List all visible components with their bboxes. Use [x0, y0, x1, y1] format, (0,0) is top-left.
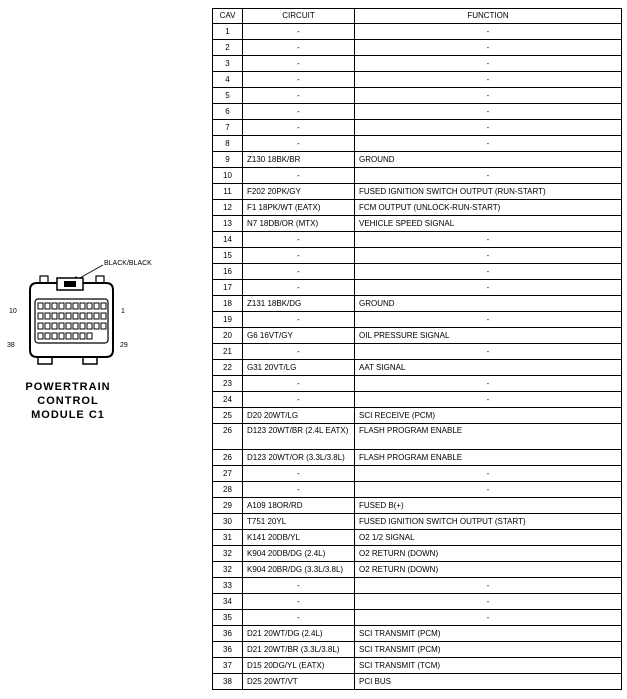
cell-circuit: G6 16VT/GY — [243, 328, 355, 344]
cell-circuit: D25 20WT/VT — [243, 674, 355, 690]
table-body — [213, 24, 622, 690]
cell-cav: 11 — [213, 184, 243, 200]
module-title-line: MODULE C1 — [31, 409, 105, 421]
table-row — [213, 184, 622, 200]
table-row — [213, 40, 622, 56]
cell-circuit: K904 20BR/DG (3.3L/3.8L) — [243, 562, 355, 578]
cell-cav: 4 — [213, 72, 243, 88]
cell-function: - — [355, 610, 622, 626]
cell-circuit: - — [243, 312, 355, 328]
cell-circuit: F202 20PK/GY — [243, 184, 355, 200]
cell-cav: 6 — [213, 104, 243, 120]
pinout-table — [212, 8, 622, 690]
cell-cav: 36 — [213, 626, 243, 642]
header-cav: CAV — [213, 9, 243, 24]
cell-circuit: - — [243, 376, 355, 392]
cell-cav: 33 — [213, 578, 243, 594]
cell-cav: 12 — [213, 200, 243, 216]
cell-circuit: - — [243, 120, 355, 136]
pin-label-bottom-left: 38 — [7, 342, 15, 349]
table-row — [213, 578, 622, 594]
cell-function: VEHICLE SPEED SIGNAL — [355, 216, 622, 232]
header-circuit: CIRCUIT — [243, 9, 355, 24]
table-row — [213, 72, 622, 88]
cell-cav: 5 — [213, 88, 243, 104]
cell-function: - — [355, 376, 622, 392]
cell-function: - — [355, 104, 622, 120]
cell-cav: 1 — [213, 24, 243, 40]
table-row — [213, 674, 622, 690]
table-row — [213, 658, 622, 674]
cell-function: O2 RETURN (DOWN) — [355, 546, 622, 562]
cell-circuit: - — [243, 344, 355, 360]
cell-circuit: G31 20VT/LG — [243, 360, 355, 376]
cell-function: - — [355, 344, 622, 360]
table-row — [213, 514, 622, 530]
cell-cav: 9 — [213, 152, 243, 168]
cell-cav: 20 — [213, 328, 243, 344]
cell-cav: 2 — [213, 40, 243, 56]
cell-circuit: K904 20DB/DG (2.4L) — [243, 546, 355, 562]
table-row — [213, 482, 622, 498]
module-title — [18, 380, 118, 422]
cell-function: SCI RECEIVE (PCM) — [355, 408, 622, 424]
table-row — [213, 232, 622, 248]
cell-function: FUSED IGNITION SWITCH OUTPUT (RUN-START) — [355, 184, 622, 200]
cell-circuit: K141 20DB/YL — [243, 530, 355, 546]
cell-function: - — [355, 280, 622, 296]
table-row — [213, 152, 622, 168]
table-row — [213, 296, 622, 312]
cell-circuit: - — [243, 610, 355, 626]
cell-function: - — [355, 248, 622, 264]
table-row — [213, 248, 622, 264]
connector-diagram — [0, 0, 200, 440]
table-row — [213, 200, 622, 216]
cell-cav: 8 — [213, 136, 243, 152]
table-row — [213, 642, 622, 658]
cell-cav: 16 — [213, 264, 243, 280]
cell-function: - — [355, 312, 622, 328]
table-row — [213, 360, 622, 376]
connector-foot — [83, 357, 97, 364]
cell-circuit: - — [243, 248, 355, 264]
cell-cav: 18 — [213, 296, 243, 312]
table-row — [213, 104, 622, 120]
cell-function: - — [355, 578, 622, 594]
cell-cav: 28 — [213, 482, 243, 498]
cell-function: O2 RETURN (DOWN) — [355, 562, 622, 578]
pin-label-top-left: 10 — [9, 308, 17, 315]
cell-circuit: - — [243, 104, 355, 120]
cell-function: - — [355, 466, 622, 482]
connector-foot — [38, 357, 52, 364]
table-row — [213, 450, 622, 466]
cell-function: - — [355, 392, 622, 408]
pin-label-bottom-right: 29 — [120, 342, 128, 349]
cell-cav: 34 — [213, 594, 243, 610]
cell-cav: 14 — [213, 232, 243, 248]
cell-circuit: - — [243, 466, 355, 482]
table-row — [213, 530, 622, 546]
table-row — [213, 408, 622, 424]
cell-circuit: - — [243, 232, 355, 248]
cell-function: O2 1/2 SIGNAL — [355, 530, 622, 546]
cell-cav: 7 — [213, 120, 243, 136]
cell-cav: 38 — [213, 674, 243, 690]
wire-label-pointer — [78, 265, 103, 279]
table-row — [213, 24, 622, 40]
table-row — [213, 424, 622, 450]
cell-function: FLASH PROGRAM ENABLE — [355, 424, 622, 450]
cell-function: - — [355, 594, 622, 610]
cell-function: - — [355, 88, 622, 104]
cell-circuit: - — [243, 56, 355, 72]
cell-cav: 32 — [213, 562, 243, 578]
cell-cav: 37 — [213, 658, 243, 674]
cell-circuit: - — [243, 168, 355, 184]
cell-function: GROUND — [355, 296, 622, 312]
table-header-row — [213, 9, 622, 24]
table-row — [213, 88, 622, 104]
header-function: FUNCTION — [355, 9, 622, 24]
cell-function: - — [355, 482, 622, 498]
cell-cav: 21 — [213, 344, 243, 360]
table-row — [213, 264, 622, 280]
cell-circuit: D20 20WT/LG — [243, 408, 355, 424]
cell-circuit: - — [243, 578, 355, 594]
cell-cav: 27 — [213, 466, 243, 482]
table-row — [213, 562, 622, 578]
cell-function: PCI BUS — [355, 674, 622, 690]
table-row — [213, 546, 622, 562]
table-row — [213, 498, 622, 514]
cell-function: - — [355, 40, 622, 56]
table-row — [213, 168, 622, 184]
cell-circuit: - — [243, 264, 355, 280]
cell-circuit: A109 18OR/RD — [243, 498, 355, 514]
table-row — [213, 466, 622, 482]
cell-circuit: D21 20WT/DG (2.4L) — [243, 626, 355, 642]
table-row — [213, 344, 622, 360]
cell-circuit: N7 18DB/OR (MTX) — [243, 216, 355, 232]
cell-function: AAT SIGNAL — [355, 360, 622, 376]
cell-cav: 22 — [213, 360, 243, 376]
table-row — [213, 610, 622, 626]
table-row — [213, 120, 622, 136]
cell-circuit: - — [243, 40, 355, 56]
cell-circuit: - — [243, 24, 355, 40]
cell-cav: 32 — [213, 546, 243, 562]
cell-circuit: D123 20WT/BR (2.4L EATX) — [243, 424, 355, 450]
cell-cav: 23 — [213, 376, 243, 392]
cell-function: - — [355, 168, 622, 184]
cell-function: GROUND — [355, 152, 622, 168]
cell-cav: 26 — [213, 450, 243, 466]
cell-cav: 15 — [213, 248, 243, 264]
table-row — [213, 594, 622, 610]
wire-color-label: BLACK/BLACK — [104, 260, 152, 267]
cell-circuit: T751 20YL — [243, 514, 355, 530]
cell-cav: 35 — [213, 610, 243, 626]
cell-cav: 24 — [213, 392, 243, 408]
cell-cav: 25 — [213, 408, 243, 424]
cell-circuit: - — [243, 72, 355, 88]
cell-function: - — [355, 72, 622, 88]
cell-circuit: Z130 18BK/BR — [243, 152, 355, 168]
cell-circuit: F1 18PK/WT (EATX) — [243, 200, 355, 216]
cell-cav: 30 — [213, 514, 243, 530]
module-title-line: POWERTRAIN — [25, 381, 111, 393]
table-row — [213, 136, 622, 152]
cell-cav: 31 — [213, 530, 243, 546]
cell-cav: 29 — [213, 498, 243, 514]
cell-function: SCI TRANSMIT (TCM) — [355, 658, 622, 674]
table-row — [213, 392, 622, 408]
table-row — [213, 216, 622, 232]
cell-circuit: - — [243, 136, 355, 152]
cell-function: - — [355, 232, 622, 248]
cell-function: OIL PRESSURE SIGNAL — [355, 328, 622, 344]
cell-function: FLASH PROGRAM ENABLE — [355, 450, 622, 466]
pin-grid — [38, 303, 106, 339]
cell-circuit: - — [243, 88, 355, 104]
cell-function: SCI TRANSMIT (PCM) — [355, 642, 622, 658]
cell-cav: 10 — [213, 168, 243, 184]
pin-label-top-right: 1 — [121, 308, 125, 315]
cell-cav: 26 — [213, 424, 243, 450]
cell-circuit: - — [243, 594, 355, 610]
cell-function: - — [355, 24, 622, 40]
cell-function: - — [355, 136, 622, 152]
module-title-line: CONTROL — [37, 395, 99, 407]
table-row — [213, 328, 622, 344]
table-row — [213, 376, 622, 392]
cell-function: SCI TRANSMIT (PCM) — [355, 626, 622, 642]
table-row — [213, 312, 622, 328]
cell-circuit: D15 20DG/YL (EATX) — [243, 658, 355, 674]
cell-circuit: Z131 18BK/DG — [243, 296, 355, 312]
cell-function: FUSED B(+) — [355, 498, 622, 514]
cell-function: - — [355, 120, 622, 136]
cell-circuit: - — [243, 482, 355, 498]
cell-cav: 36 — [213, 642, 243, 658]
cell-function: FUSED IGNITION SWITCH OUTPUT (START) — [355, 514, 622, 530]
cell-cav: 19 — [213, 312, 243, 328]
cell-cav: 17 — [213, 280, 243, 296]
cell-function: - — [355, 264, 622, 280]
connector-tab — [40, 276, 48, 283]
cell-circuit: D123 20WT/OR (3.3L/3.8L) — [243, 450, 355, 466]
cell-circuit: - — [243, 392, 355, 408]
cell-function: FCM OUTPUT (UNLOCK-RUN-START) — [355, 200, 622, 216]
table-row — [213, 56, 622, 72]
table-row — [213, 280, 622, 296]
cell-circuit: - — [243, 280, 355, 296]
table-row — [213, 626, 622, 642]
cell-function: - — [355, 56, 622, 72]
connector-tab — [96, 276, 104, 283]
cell-cav: 13 — [213, 216, 243, 232]
connector-body — [30, 283, 113, 357]
cell-circuit: D21 20WT/BR (3.3L/3.8L) — [243, 642, 355, 658]
cell-cav: 3 — [213, 56, 243, 72]
